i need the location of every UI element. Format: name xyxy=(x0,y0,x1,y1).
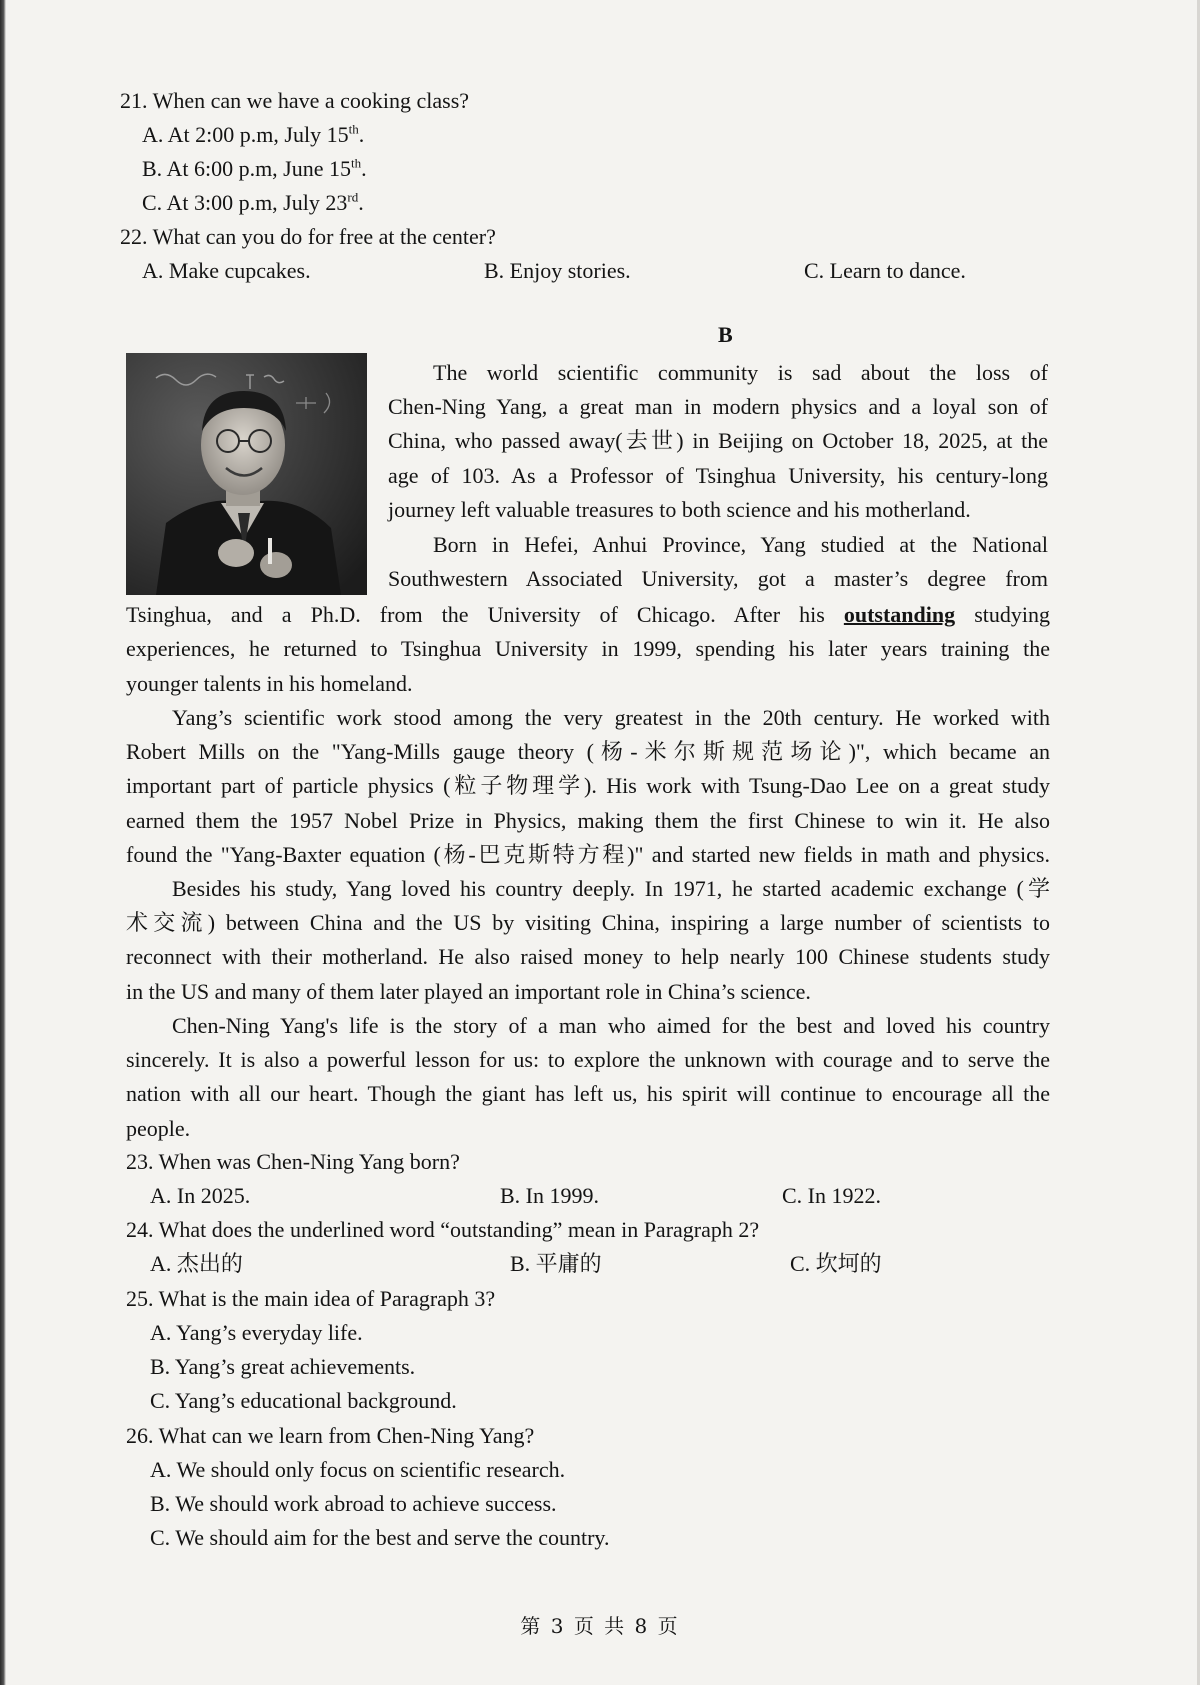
paragraph-2-underlined-line: Tsinghua, and a Ph.D. from the University of Chicago. After his outstanding studying xyxy=(126,602,1051,627)
q26-option-a: A. We should only focus on scientific research. xyxy=(150,1457,566,1482)
q21-option-c: C. At 3:00 p.m, July 23rd. xyxy=(142,189,364,215)
question-23: 23. When was Chen-Ning Yang born? xyxy=(126,1149,460,1174)
q23-option-b: B. In 1999. xyxy=(500,1183,599,1208)
q23-option-a: A. In 2025. xyxy=(150,1183,251,1208)
paragraph-2: Tsinghua, and a Ph.D. from the University of Chicago. After his outstanding studying experiences, he returned to Tsinghua University in 1999, spending his later years training the xyxy=(126,598,1050,667)
paragraph-3-body: Robert Mills on the "Yang-Mills gauge theory (杨-米尔斯规范场论)", which became an important part of particle physics (粒子物理学). His work with Tsung-Dao Lee on a great study earned them the 1957 Nobel Prize in Physics, making them the first Chinese to win it. He also found the "Yang-Baxter equation (杨-巴克斯特方程)" and started new fields in math and physics. xyxy=(126,739,1050,867)
paragraph-1: Chen-Ning Yang, a great man in modern physics and a loyal son of China, who passed away(去世) in Beijing on October 18, 2025, at the age of 103. As a Professor of Tsinghua University, his century-long xyxy=(388,394,1048,488)
question-21: 21. When can we have a cooking class? xyxy=(120,88,470,113)
q26-option-b: B. We should work abroad to achieve success. xyxy=(150,1491,557,1516)
page-number: 第 3 页 共 8 页 xyxy=(520,1614,680,1638)
question-25: 25. What is the main idea of Paragraph 3? xyxy=(126,1286,496,1311)
q21-option-a: A. At 2:00 p.m, July 15th. xyxy=(142,121,365,147)
q22-option-c: C. Learn to dance. xyxy=(804,258,966,283)
q22-option-a: A. Make cupcakes. xyxy=(142,258,311,283)
chen-ning-yang-photo xyxy=(126,353,367,595)
q21-option-b: B. At 6:00 p.m, June 15th. xyxy=(142,155,367,181)
question-22: 22. What can you do for free at the center? xyxy=(120,224,496,249)
paragraph-4: Besides his study, Yang loved his country deeply. In 1971, he started academic exchange (学 xyxy=(172,876,1050,901)
question-24: 24. What does the underlined word “outstanding” mean in Paragraph 2? xyxy=(126,1217,760,1242)
underlined-word: outstanding xyxy=(843,602,956,627)
q24-option-b: B. 平庸的 xyxy=(510,1251,602,1276)
question-26: 26. What can we learn from Chen-Ning Yang? xyxy=(126,1423,535,1448)
paragraph-4-last-line: in the US and many of them later played an important role in China’s science. xyxy=(126,979,811,1004)
q25-option-b: B. Yang’s great achievements. xyxy=(150,1354,416,1379)
paragraph-2-wrap: Southwestern Associated University, got a master’s degree from xyxy=(388,566,1048,591)
paragraph-1-last-line: journey left valuable treasures to both science and his motherland. xyxy=(388,497,971,522)
paragraph-5-body: sincerely. It is also a powerful lesson for us: to explore the unknown with courage and to serve the nation with all our heart. Though the giant has left us, his spirit will continue to encourage all the xyxy=(126,1047,1050,1107)
paragraph-5-last-line: people. xyxy=(126,1116,191,1141)
q25-option-c: C. Yang’s educational background. xyxy=(150,1388,457,1413)
q25-option-a: A. Yang’s everyday life. xyxy=(150,1320,363,1345)
q24-option-a: A. 杰出的 xyxy=(150,1251,243,1276)
q26-option-c: C. We should aim for the best and serve the country. xyxy=(150,1525,610,1550)
q23-option-c: C. In 1922. xyxy=(782,1183,881,1208)
paragraph-2-last-line: younger talents in his homeland. xyxy=(126,671,413,696)
section-label: B xyxy=(718,322,733,347)
paragraph-4-body: 术交流) between China and the US by visiting China, inspiring a large number of scientists to reconnect with their motherland. He also raised money to help nearly 100 Chinese students study xyxy=(126,910,1050,970)
paragraph-2-first-line: Born in Hefei, Anhui Province, Yang studied at the National xyxy=(433,532,1048,557)
scan-edge xyxy=(0,0,6,1685)
q22-option-b: B. Enjoy stories. xyxy=(484,258,631,283)
q24-option-c: C. 坎坷的 xyxy=(790,1251,882,1276)
paragraph-5: Chen-Ning Yang's life is the story of a man who aimed for the best and loved his country xyxy=(172,1013,1050,1038)
paragraph-3: Yang’s scientific work stood among the very greatest in the 20th century. He worked with xyxy=(172,705,1050,730)
paragraph-1-first-line: The world scientific community is sad about the loss of xyxy=(433,360,1048,385)
